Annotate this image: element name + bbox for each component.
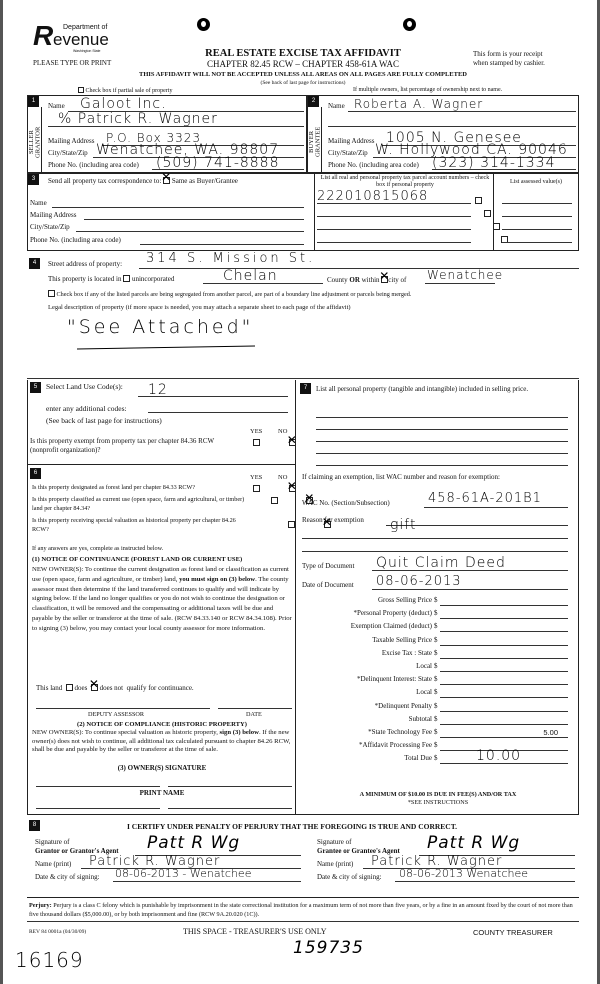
grantee-date-field[interactable]: 08-06-2013 Wenatchee bbox=[399, 867, 529, 880]
notice-compliance-title: (2) NOTICE OF COMPLIANCE (HISTORIC PROPERTY) bbox=[77, 721, 247, 728]
segregated-checkbox[interactable] bbox=[48, 290, 55, 297]
currency-sign: $ bbox=[434, 648, 438, 657]
fee-row bbox=[296, 700, 580, 713]
exemption-fees-section bbox=[295, 380, 579, 814]
street-address-field[interactable]: 314 S. Mission St. bbox=[146, 251, 316, 266]
wac-label: WAC No. (Section/Subsection) bbox=[302, 499, 390, 507]
fee-row bbox=[296, 607, 580, 620]
fee-row bbox=[296, 620, 580, 633]
seller-city-field[interactable]: Wenatchee, WA. 98807 bbox=[96, 142, 280, 158]
same-as-buyer-checkbox[interactable] bbox=[163, 177, 170, 184]
buyer-name-label: Name bbox=[328, 102, 345, 110]
owner-signature-label: (3) OWNER(S) SIGNATURE bbox=[117, 764, 207, 772]
fee-row bbox=[296, 660, 580, 673]
certify-statement: I CERTIFY UNDER PENALTY OF PERJURY THAT THE FOREGOING IS TRUE AND CORRECT. bbox=[127, 822, 458, 831]
personal-property-checkbox-3[interactable] bbox=[493, 223, 500, 230]
within-city-checkbox[interactable] bbox=[381, 276, 388, 283]
s3-mailing-label: Mailing Address bbox=[30, 211, 77, 219]
fee-row bbox=[296, 594, 580, 607]
seller-side-bar bbox=[28, 107, 42, 173]
unincorporated-checkbox[interactable] bbox=[123, 275, 130, 282]
fee-label: *Delinquent Penalty bbox=[374, 701, 432, 710]
currency-sign: $ bbox=[434, 675, 438, 684]
stamp-number-left: 16169 bbox=[15, 948, 84, 972]
historical-question: Is this property receiving special valuation as historical property per chapter 84.26 RCW? bbox=[32, 517, 236, 533]
if-yes-note: If any answers are yes, complete as instructed below. bbox=[32, 545, 164, 552]
fee-label: Gross Selling Price bbox=[377, 596, 432, 604]
grantor-name-field[interactable]: Patrick R. Wagner bbox=[89, 854, 221, 869]
grantor-signature-field[interactable]: Patt R Wg bbox=[147, 833, 241, 853]
currency-sign: $ bbox=[434, 622, 438, 631]
land-use-field[interactable]: 12 bbox=[148, 382, 168, 398]
see-back-label: (See back of last page for instructions) bbox=[46, 416, 162, 425]
city-field[interactable]: Wenatchee bbox=[427, 268, 504, 282]
stamp-number-center: 159735 bbox=[293, 938, 364, 958]
buyer-city-field[interactable]: W. Hollywood CA. 90046 bbox=[375, 142, 568, 158]
punch-hole-icon bbox=[197, 18, 210, 31]
buyer-phone-label: Phone No. (including area code) bbox=[328, 161, 419, 169]
wac-field[interactable]: 458-61A-201B1 bbox=[428, 491, 542, 506]
receipt-note-2: when stamped by cashier. bbox=[473, 59, 545, 67]
partial-sale-checkbox[interactable] bbox=[78, 87, 84, 93]
buyer-city-label: City/State/Zip bbox=[328, 149, 368, 157]
form-warning: THIS AFFIDAVIT WILL NOT BE ACCEPTED UNLESS ALL AREAS ON ALL PAGES ARE FULLY COMPLETED bbox=[139, 71, 467, 78]
current-use-question: Is this property classified as current use (open space, farm and agricultural, or timber) land per chapter 84.34? bbox=[32, 496, 245, 512]
yes-header: YES bbox=[250, 474, 263, 481]
logo-line2: evenue bbox=[53, 30, 109, 49]
minimum-due-note: A MINIMUM OF $10.00 IS DUE IN FEE(S) AND/OR TAX bbox=[359, 791, 517, 798]
fee-row bbox=[296, 739, 580, 752]
doc-type-label: Type of Document bbox=[302, 562, 355, 570]
same-as-buyer-label: Same as Buyer/Grantee bbox=[171, 177, 238, 185]
grantee-sig-label-2: Grantee or Grantee's Agent bbox=[317, 847, 400, 855]
exempt-question: Is this property exempt from property tax per chapter 84.36 RCW (nonprofit organization)? bbox=[30, 437, 214, 454]
additional-codes-label: enter any additional codes: bbox=[46, 404, 127, 413]
doc-date-label: Date of Document bbox=[302, 581, 354, 589]
buyer-mailing-field[interactable]: 1005 N. Genesee bbox=[386, 130, 522, 146]
seller-side-label: SELLER GRANTOR bbox=[28, 126, 42, 158]
fee-label: Local bbox=[416, 688, 432, 697]
currency-sign: $ bbox=[434, 688, 438, 697]
grantee-name-label: Name (print) bbox=[317, 860, 354, 868]
form-title: REAL ESTATE EXCISE TAX AFFIDAVIT bbox=[205, 48, 401, 59]
buyer-section bbox=[307, 95, 579, 173]
fee-row bbox=[296, 673, 580, 686]
logo-line1: Department of bbox=[63, 24, 108, 31]
notice-continuance-text: NEW OWNER(S): To continue the current designation as forest land or classification as current use (open space, farm and agriculture, or timber) land, you must sign on (3) below. The county assessor must then determine if the land transferred continues to qualify and will indicate by signing below. If the land no longer qualifies or you do not wish to continue the designation or classification, it will be removed and the compensating or additional taxes will be due and payable by the seller or transferor at the time of sale. (RCW 84.33.140 or RCW 84.34.108). Prior to signing (3) below, you may contact your local county assessor for more information. bbox=[32, 566, 292, 632]
currency-sign: $ bbox=[434, 714, 438, 723]
doc-date-field[interactable]: 08-06-2013 bbox=[376, 574, 462, 589]
buyer-mailing-label: Mailing Address bbox=[328, 137, 375, 145]
see-instructions-note: *SEE INSTRUCTIONS bbox=[407, 799, 469, 806]
personal-property-checkbox-2[interactable] bbox=[484, 210, 491, 217]
located-row: This property is located in unincorporated bbox=[48, 275, 175, 283]
seller-phone-field[interactable]: (509) 741-8888 bbox=[156, 155, 280, 171]
logo-r-icon: R bbox=[33, 20, 54, 51]
section-number: 7 bbox=[300, 383, 311, 394]
designation-section bbox=[27, 464, 295, 814]
segregated-row: Check box if any of the listed parcels are being segregated from another parcel, are part of a boundary line adjustment or parcels being merged. bbox=[48, 290, 411, 299]
partial-sale-checkbox-row[interactable] bbox=[78, 87, 172, 95]
reason-label: Reason for exemption bbox=[302, 516, 364, 524]
punch-hole-icon bbox=[403, 18, 416, 31]
send-correspondence-label: Send all property tax correspondence to: ✕ Same as Buyer/Grantee bbox=[48, 177, 238, 186]
grantor-sig-label-1: Signature of bbox=[35, 838, 70, 846]
seller-name2-field[interactable]: % Patrick R. Wagner bbox=[58, 111, 218, 127]
print-name-label: PRINT NAME bbox=[139, 789, 185, 797]
fee-label: Exemption Claimed (deduct) bbox=[350, 622, 432, 631]
fee-label: Taxable Selling Price bbox=[372, 635, 432, 644]
currency-sign: $ bbox=[434, 609, 438, 618]
land-does-checkbox[interactable] bbox=[66, 684, 73, 691]
date-label: DATE bbox=[246, 711, 262, 718]
treasurer-use-label: THIS SPACE - TREASURER'S USE ONLY bbox=[183, 927, 327, 936]
buyer-side-bar bbox=[308, 107, 322, 173]
land-use-label: Select Land Use Code(s): bbox=[46, 382, 123, 391]
fee-row bbox=[296, 647, 580, 660]
correspondence-section bbox=[27, 173, 579, 251]
logo-state: Washington State bbox=[73, 49, 101, 53]
please-type: PLEASE TYPE OR PRINT bbox=[33, 59, 112, 67]
doc-type-field[interactable]: Quit Claim Deed bbox=[376, 555, 506, 571]
notice-compliance-text: NEW OWNER(S): To continue special valuation as historic property, sign (3) below. If the new owner(s) does not wish to continue, all additional tax calculated pursuant to chapter 84.26 RCW, shall be due and payable by the seller or transferor at the time of sale. bbox=[32, 729, 291, 754]
county-or-label: County OR within ✕ city of bbox=[327, 276, 406, 285]
county-treasurer-label: COUNTY TREASURER bbox=[473, 928, 553, 937]
see-back-instructions: (See back of last page for instructions) bbox=[260, 80, 346, 86]
fee-label: *Affidavit Processing Fee bbox=[359, 741, 432, 750]
parcel-number-1[interactable]: 222010815068 bbox=[317, 189, 429, 204]
personal-property-checkbox-1[interactable] bbox=[475, 197, 482, 204]
street-address-label: Street address of property: bbox=[48, 260, 123, 268]
section-number: 3 bbox=[28, 174, 39, 185]
buyer-name-field[interactable]: Roberta A. Wagner bbox=[354, 97, 484, 111]
grantor-date-label: Date & city of signing: bbox=[35, 873, 100, 881]
assessed-header: List assessed value(s) bbox=[510, 179, 562, 185]
seller-mailing-label: Mailing Address bbox=[48, 137, 95, 145]
currency-sign: $ bbox=[434, 596, 438, 604]
fee-label: *Delinquent Interest: State bbox=[356, 675, 432, 684]
buyer-phone-field[interactable]: (323) 314-1334 bbox=[432, 155, 556, 171]
fee-row bbox=[296, 726, 580, 739]
seller-name-field[interactable]: Galoot Inc. bbox=[80, 96, 167, 112]
legal-description-field[interactable]: "See Attached" bbox=[67, 316, 254, 338]
deputy-assessor-label: DEPUTY ASSESSOR bbox=[88, 711, 144, 718]
rev-number: REV 84 0001a (04/30/09) bbox=[29, 929, 87, 935]
parcel-column bbox=[314, 174, 494, 250]
personal-property-label: List all personal property (tangible and intangible) included in selling price. bbox=[316, 385, 529, 393]
s3-name-label: Name bbox=[30, 199, 47, 207]
notice-continuance-title: (1) NOTICE OF CONTINUANCE (FOREST LAND OR CURRENT USE) bbox=[32, 556, 243, 563]
seller-name-label: Name bbox=[48, 102, 65, 110]
receipt-note-1: This form is your receipt bbox=[473, 50, 543, 58]
seller-section bbox=[27, 95, 307, 173]
fee-label: *Personal Property (deduct) bbox=[353, 609, 432, 618]
legal-underline bbox=[77, 345, 255, 349]
fee-label: Subtotal bbox=[408, 714, 432, 723]
exemption-label: If claiming an exemption, list WAC number and reason for exemption: bbox=[302, 473, 500, 481]
fee-label: Total Due bbox=[404, 754, 432, 763]
section-number: 2 bbox=[308, 96, 319, 107]
this-land-row: This land does ✕ does not qualify for continuance. bbox=[36, 684, 194, 693]
fee-label: Local bbox=[416, 662, 432, 670]
grantee-sig-label-1: Signature of bbox=[317, 838, 352, 846]
certification-section bbox=[27, 814, 579, 898]
seller-phone-label: Phone No. (including area code) bbox=[48, 161, 139, 169]
currency-sign: $ bbox=[434, 741, 438, 750]
perjury-notice: Perjury: Perjury is a class C felony which is punishable by imprisonment in the state correctional institution for a maximum term of not more than five years, or by a fine in an amount fixed by the court of not more than five thousand dollars ($5,000.00), or by both imprisonment and fine (RCW 9A.20.020 (1C)). bbox=[29, 902, 573, 918]
exempt-yes-checkbox[interactable] bbox=[253, 439, 260, 446]
county-field[interactable]: Chelan bbox=[223, 268, 278, 284]
currency-sign: $ bbox=[434, 635, 438, 644]
historical-yes-checkbox[interactable] bbox=[288, 521, 295, 528]
forest-yes-checkbox[interactable] bbox=[253, 485, 260, 492]
seller-mailing-field[interactable]: P.O. Box 3323 bbox=[106, 131, 202, 145]
currency-sign: $ bbox=[434, 701, 438, 710]
fee-row bbox=[296, 713, 580, 726]
form-chapter: CHAPTER 82.45 RCW – CHAPTER 458-61A WAC bbox=[207, 59, 399, 69]
section-number: 8 bbox=[29, 820, 40, 831]
current-use-yes-checkbox[interactable] bbox=[271, 497, 278, 504]
section-number: 6 bbox=[30, 468, 41, 479]
fee-row bbox=[296, 748, 580, 765]
fee-label: Excise Tax : State bbox=[381, 648, 432, 657]
partial-sale-label: Check box if partial sale of property bbox=[85, 88, 173, 94]
fee-value-field[interactable]: 10.00 bbox=[476, 748, 522, 765]
section-number: 5 bbox=[30, 382, 41, 393]
land-use-section bbox=[27, 380, 295, 464]
grantor-name-label: Name (print) bbox=[35, 860, 72, 868]
section-number: 1 bbox=[28, 96, 39, 107]
section-number: 4 bbox=[29, 258, 40, 269]
grantee-name-field[interactable]: Patrick R. Wagner bbox=[371, 854, 503, 869]
seller-city-label: City/State/Zip bbox=[48, 149, 88, 157]
reason-field[interactable]: gift bbox=[390, 517, 417, 533]
yes-header: YES bbox=[250, 428, 263, 435]
s3-phone-label: Phone No. (including area code) bbox=[30, 236, 121, 244]
s3-city-label: City/State/Zip bbox=[30, 223, 70, 231]
no-header: NO bbox=[278, 474, 288, 481]
grantee-date-label: Date & city of signing: bbox=[317, 873, 382, 881]
fee-row bbox=[296, 634, 580, 647]
fee-label: *State Technology Fee bbox=[368, 728, 432, 736]
multiple-owners-note: If multiple owners, list percentage of ownership next to name. bbox=[353, 87, 503, 93]
grantor-sig-label-2: Grantor or Grantor's Agent bbox=[35, 847, 119, 855]
fee-value-field[interactable]: 5.00 bbox=[543, 728, 558, 737]
parcel-header: List all real and personal property tax parcel account numbers – check box if personal property bbox=[320, 175, 490, 188]
fee-row bbox=[296, 686, 580, 699]
currency-sign: $ bbox=[434, 728, 438, 736]
legal-description-label: Legal description of property (if more space is needed, you may attach a separate sheet to each page of the affidavit) bbox=[48, 304, 351, 311]
no-header: NO bbox=[278, 428, 288, 435]
grantee-signature-field[interactable]: Patt R Wg bbox=[427, 833, 521, 853]
land-does-not-checkbox[interactable] bbox=[91, 684, 98, 691]
forest-land-question: Is this property designated as forest land per chapter 84.33 RCW? bbox=[32, 484, 196, 491]
currency-sign: $ bbox=[434, 662, 438, 670]
currency-sign: $ bbox=[434, 754, 438, 763]
buyer-side-label: BUYER GRANTEE bbox=[308, 126, 322, 158]
grantor-date-field[interactable]: 08-06-2013 - Wenatchee bbox=[115, 867, 252, 880]
